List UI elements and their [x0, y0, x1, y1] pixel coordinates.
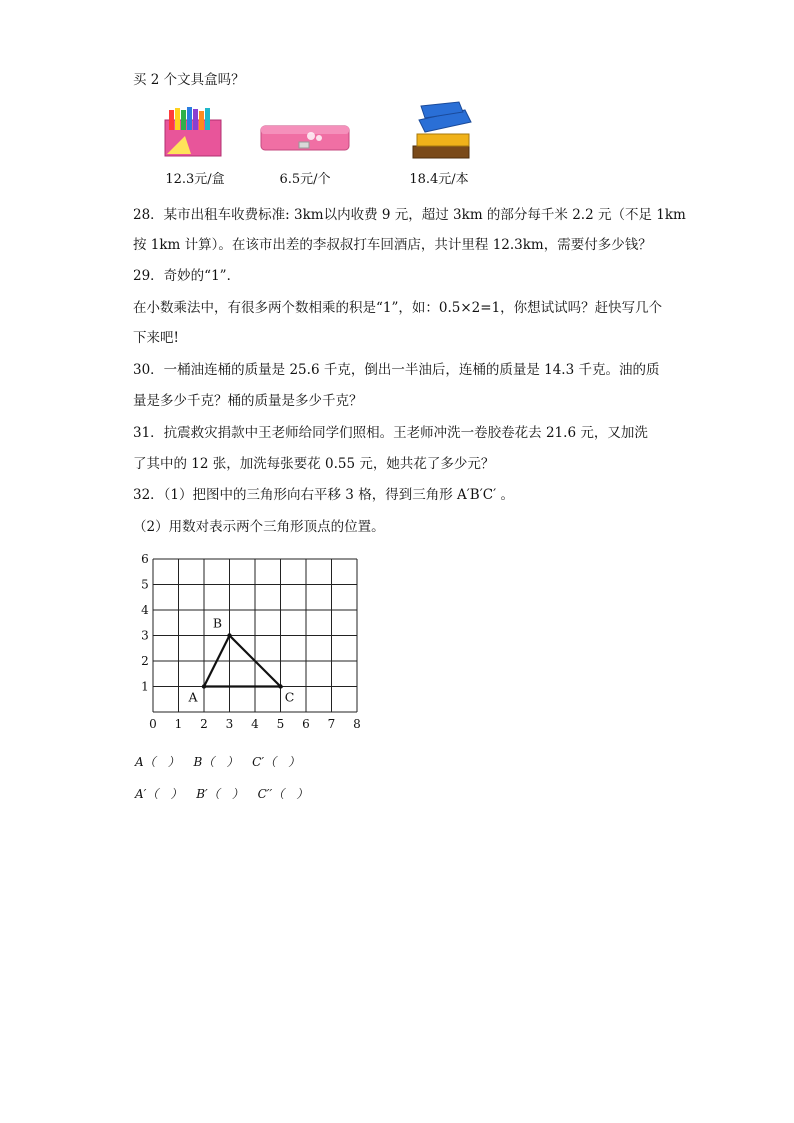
vertex-c: [278, 684, 282, 688]
x-tick-label: 1: [174, 717, 183, 731]
product-price: 6.5元/个: [279, 172, 331, 187]
q28-line2: 按 1km 计算）。在该市出差的李叔叔打车回酒店，共计里程 12.3km，需要付多少钱？: [133, 237, 652, 253]
intro-line: 买 2 个文具盒吗？: [133, 72, 245, 88]
vertex-a: [202, 684, 206, 688]
y-tick-label: 6: [141, 552, 149, 566]
y-tick-label: 1: [141, 679, 149, 694]
x-tick-label: 7: [327, 717, 336, 731]
x-tick-label: 0: [149, 717, 157, 731]
x-tick-label: 4: [251, 717, 259, 731]
answer-a[interactable]: A（ ）: [135, 755, 180, 769]
answer-row-1: [135, 753, 310, 770]
product-price: 12.3元/盒: [165, 172, 225, 187]
pencil-case-with-markers-image: [140, 100, 250, 166]
q29-title: 29．奇妙的“1”．: [133, 268, 241, 284]
q31-line1: 31．抗震救灾捐款中王老师给同学们照相。王老师冲洗一卷胶卷花去 21.6 元，又加洗: [133, 425, 648, 441]
answer-b-prime[interactable]: B′（ ）: [196, 787, 244, 801]
q30-line1: 30．一桶油连桶的质量是 25.6 千克，倒出一半油后，连桶的质量是 14.3 千克。油的质: [133, 362, 660, 378]
q31-line2: 了其中的 12 张，加洗每张要花 0.55 元，她共花了多少元？: [133, 456, 495, 472]
q30-line2: 量是多少千克？桶的质量是多少千克？: [133, 393, 363, 409]
answer-c-prime[interactable]: C′（ ）: [252, 755, 301, 769]
product-row: [140, 100, 500, 190]
q32-line1: 32．（1）把图中的三角形向右平移 3 格，得到三角形 A′B′C′ 。: [133, 487, 514, 503]
product-item: [140, 100, 250, 190]
grid-svg: [135, 548, 375, 738]
product-item: [250, 100, 360, 190]
x-tick-label: 5: [276, 717, 285, 731]
answer-row-2: [135, 785, 318, 802]
answer-a-prime[interactable]: A′（ ）: [135, 787, 183, 801]
y-tick-label: 5: [141, 577, 149, 592]
answer-c-double-prime[interactable]: C′′（ ）: [257, 787, 309, 801]
y-tick-label: 2: [141, 654, 149, 668]
product-item: [384, 100, 494, 190]
coordinate-grid: [135, 548, 375, 738]
books-image: [384, 100, 494, 166]
q29-line2: 下来吧!: [133, 330, 179, 346]
x-tick-label: 3: [225, 717, 234, 731]
y-tick-label: 3: [141, 628, 149, 643]
q32-line2: （2）用数对表示两个三角形顶点的位置。: [133, 519, 385, 535]
q28-line1: 28．某市出租车收费标准: 3km以内收费 9 元，超过 3km 的部分每千米 2.2 元（不足 1km: [133, 207, 686, 223]
vertex-label-c: C: [284, 689, 295, 705]
x-tick-label: 2: [200, 717, 208, 731]
vertex-b: [227, 633, 231, 637]
vertex-label-a: A: [188, 689, 198, 705]
x-tick-label: 8: [353, 717, 361, 731]
answer-b[interactable]: B（ ）: [193, 755, 239, 769]
y-tick-label: 4: [141, 603, 149, 617]
x-tick-label: 6: [302, 717, 310, 731]
q29-line1: 在小数乘法中，有很多两个数相乘的积是“1”，如：0.5×2=1，你想试试吗？赶快写几个: [133, 300, 663, 316]
vertex-label-b: B: [212, 615, 223, 631]
product-price: 18.4元/本: [409, 172, 469, 187]
pink-pencil-box-image: [250, 100, 360, 166]
